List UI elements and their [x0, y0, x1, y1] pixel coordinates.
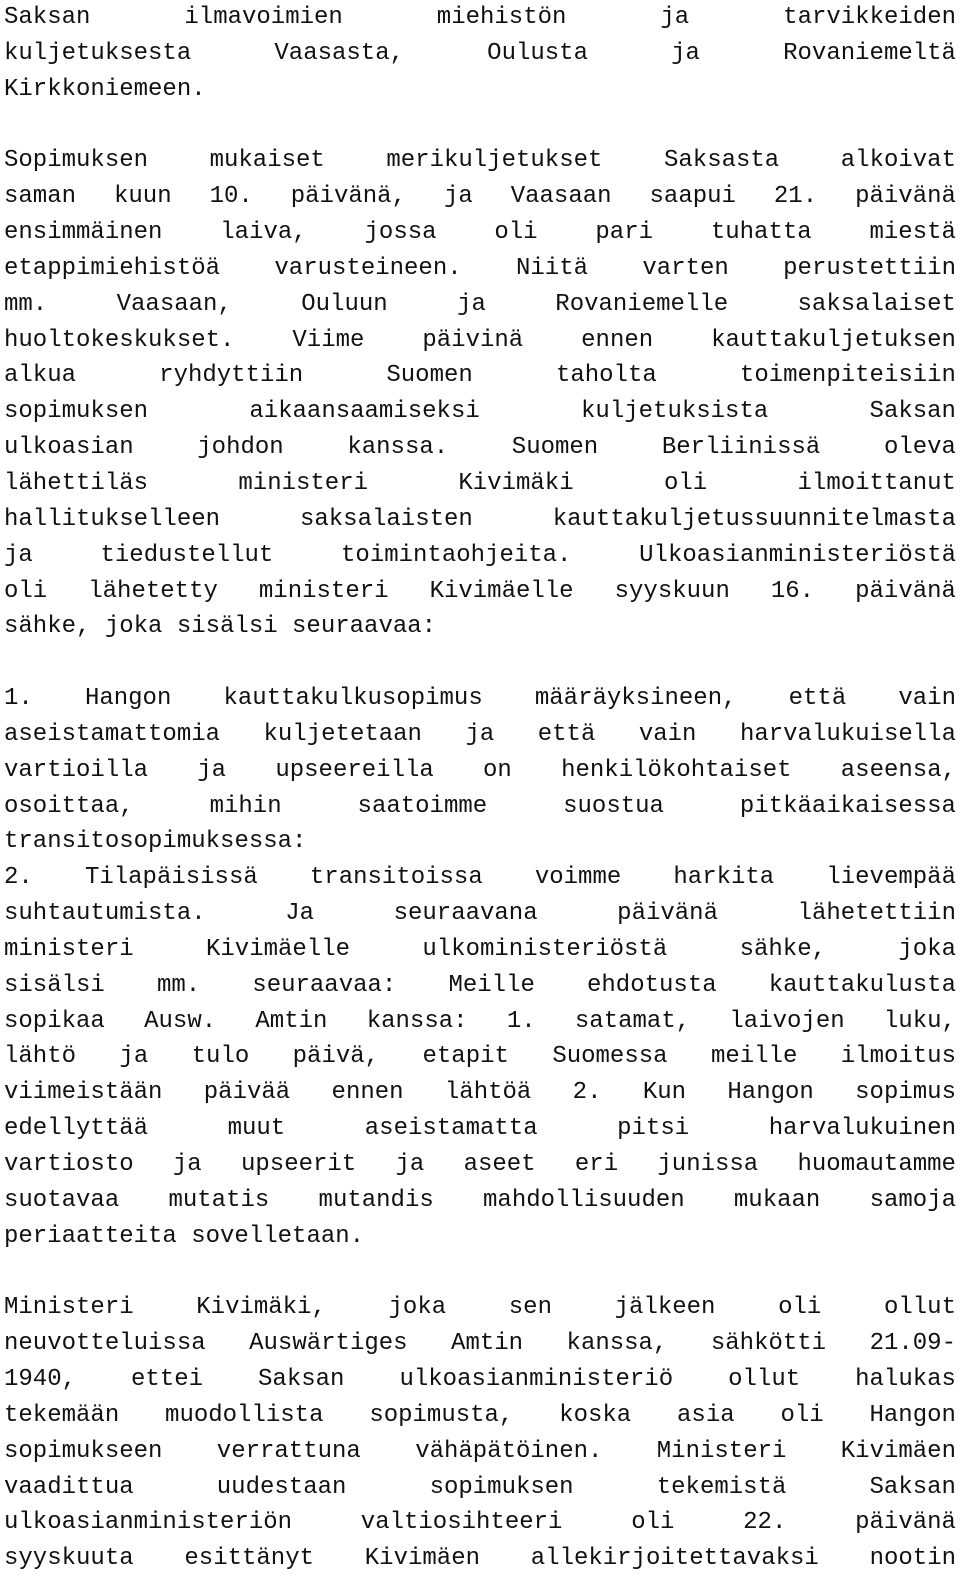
word: sisälsi — [176, 613, 278, 641]
word: suhtautumista. — [4, 900, 206, 928]
word: aseistamattomia — [4, 720, 221, 748]
word: varusteineen. — [274, 254, 462, 282]
word: 21.09- — [869, 1330, 956, 1358]
word: mutatis — [168, 1186, 270, 1214]
word: aikaansaamiseksi — [249, 398, 480, 426]
word: Rovaniemelle — [555, 290, 729, 318]
word: miestä — [869, 219, 956, 247]
word: ja — [119, 1043, 149, 1071]
text-line — [4, 1147, 956, 1183]
word: luku, — [883, 1007, 956, 1035]
word: pitkäaikaisessa — [739, 792, 956, 820]
word: kanssa: — [366, 1007, 468, 1035]
word: lähetetty — [88, 577, 218, 605]
document-page — [4, 0, 956, 1577]
word: ja — [671, 39, 700, 67]
word: Kun — [642, 1079, 687, 1107]
word: satamat, — [574, 1007, 691, 1035]
word: ennen — [331, 1079, 404, 1107]
text-line — [4, 538, 956, 574]
text-line — [4, 932, 956, 968]
word: saatoimme — [357, 792, 488, 820]
word: miehistön — [436, 4, 567, 31]
word: päivänä — [855, 1509, 956, 1537]
word: lievempää — [826, 864, 956, 892]
word: muodollista — [165, 1401, 324, 1429]
word: allekirjoitettavaksi — [530, 1545, 819, 1573]
text-line — [4, 1039, 956, 1075]
word: päivää — [203, 1079, 291, 1107]
word: Oulusta — [487, 39, 588, 67]
word: sisälsi — [4, 971, 105, 999]
text-line — [4, 394, 956, 430]
word: pari — [595, 219, 654, 247]
word: ja — [395, 1151, 425, 1178]
word: sopimuksen — [429, 1473, 574, 1501]
word: mm. — [156, 971, 201, 999]
word: Ulkoasianministeriöstä — [639, 541, 956, 569]
word: kauttakuljetussuunnitelmasta — [552, 505, 956, 533]
word: halukas — [855, 1366, 956, 1394]
word: ensimmäinen — [4, 219, 163, 247]
word: voimme — [534, 864, 622, 892]
text-line — [4, 358, 956, 394]
word: Saksasta — [663, 147, 780, 175]
text-line — [4, 466, 956, 502]
text-line — [4, 287, 956, 323]
word: mm. — [4, 290, 48, 318]
word: joka — [388, 1294, 447, 1322]
word: Amtin — [451, 1330, 524, 1358]
word: sopimuksen — [4, 398, 149, 426]
word: Vaasasta, — [274, 39, 405, 67]
word: saksalaisten — [299, 505, 473, 533]
word: sopimusta, — [369, 1401, 514, 1429]
word: ministeri — [238, 469, 369, 497]
word: mahdollisuuden — [483, 1186, 685, 1214]
text-line — [4, 143, 956, 179]
word: oleva — [883, 434, 956, 462]
word: oli — [780, 1401, 824, 1429]
word: Auswärtiges — [249, 1330, 408, 1358]
word: vain — [898, 685, 956, 713]
word: transitoissa — [309, 864, 483, 892]
word: muut — [227, 1115, 286, 1143]
text-line — [4, 1183, 956, 1219]
word: ja — [197, 756, 227, 784]
word: päivänä — [617, 900, 718, 928]
word: 1940, — [4, 1366, 77, 1394]
text-line — [4, 753, 956, 789]
word: ja — [660, 4, 690, 31]
word: ja — [4, 541, 33, 569]
text-line — [4, 430, 956, 466]
word: laiva, — [220, 219, 307, 247]
word: mihin — [209, 792, 282, 820]
word: tiedustellut — [100, 541, 274, 569]
word: johdon — [197, 434, 284, 462]
word: 1. — [4, 685, 33, 713]
word: kanssa, — [566, 1330, 668, 1358]
word: päivänä — [855, 577, 956, 605]
word: seuraavaa: — [252, 971, 397, 999]
word: saman — [4, 183, 77, 211]
word: ettei — [131, 1366, 204, 1394]
word: 1. — [506, 1007, 536, 1035]
word: sopimukseen — [4, 1437, 163, 1465]
word: ollut — [883, 1294, 956, 1322]
paragraph-4 — [4, 1290, 956, 1577]
text-line — [4, 36, 956, 72]
word: viimeistään — [4, 1079, 163, 1107]
word: taholta — [555, 362, 657, 390]
word: tarvikkeiden — [783, 4, 956, 31]
word: että — [788, 685, 847, 713]
word: kanssa. — [347, 434, 449, 462]
word: nootin — [869, 1545, 956, 1573]
word: ulkoasianministeriö — [399, 1366, 674, 1394]
word: Ministeri — [656, 1437, 787, 1465]
word: vähäpätöinen. — [415, 1437, 603, 1465]
word: Kivimäen — [840, 1437, 956, 1465]
word: Hangon — [727, 1079, 814, 1107]
word: Rovaniemeltä — [783, 39, 956, 67]
word: koska — [559, 1401, 632, 1429]
word: kauttakulkusopimus — [223, 685, 483, 713]
text-line — [4, 72, 956, 108]
word: syyskuuta — [4, 1545, 134, 1573]
text-line — [4, 1362, 956, 1398]
word: ulkoasianministeriön — [4, 1509, 293, 1537]
word: valtiosihteeri — [360, 1509, 563, 1537]
word: saapui — [649, 183, 736, 211]
word: aseet — [463, 1151, 536, 1178]
word: kauttakuljetuksen — [711, 326, 956, 354]
word: huomautamme — [797, 1151, 956, 1178]
word: saksalaiset — [797, 290, 956, 318]
word: ja — [443, 183, 473, 211]
word: on — [483, 756, 512, 784]
word: 16. — [770, 577, 815, 605]
word: Saksan — [258, 1366, 345, 1394]
word: Kivimäelle — [429, 577, 574, 605]
word: joka — [104, 613, 163, 641]
word: laivojen — [729, 1007, 845, 1035]
word: hallitukselleen — [4, 505, 221, 533]
word: Saksan — [4, 4, 91, 31]
word: jälkeen — [614, 1294, 716, 1322]
word: päivänä — [855, 183, 956, 211]
word: Kirkkoniemeen. — [4, 75, 206, 103]
text-line — [4, 824, 956, 860]
word: tuhatta — [710, 219, 812, 247]
word: vartioilla — [4, 756, 149, 784]
text-line — [4, 215, 956, 251]
text-line — [4, 681, 956, 717]
text-line — [4, 1505, 956, 1541]
word: harvalukuisella — [739, 720, 956, 748]
word: aseistamatta — [364, 1115, 538, 1143]
word: sen — [508, 1294, 552, 1322]
word: Kivimäki — [458, 469, 574, 497]
word: Suomessa — [552, 1043, 668, 1071]
word: määräyksineen, — [534, 685, 737, 713]
word: oli — [663, 469, 708, 497]
word: periaatteita — [4, 1222, 177, 1250]
word: eri — [574, 1151, 619, 1178]
word: etappimiehistöä — [4, 254, 221, 282]
word: suostua — [563, 792, 664, 820]
word: asia — [677, 1401, 735, 1429]
word: Vaasaan — [510, 183, 612, 211]
word: vain — [638, 720, 697, 748]
word: Berliinissä — [661, 434, 821, 462]
word: Suomen — [386, 362, 473, 390]
word: sähke, — [739, 935, 826, 963]
word: kuun — [113, 183, 172, 211]
word: ja — [457, 290, 486, 318]
word: tulo — [191, 1043, 250, 1071]
word: toimenpiteisiin — [739, 362, 956, 390]
word: ulkoasian — [4, 434, 134, 462]
word: verrattuna — [216, 1437, 361, 1465]
word: sähkötti — [710, 1330, 827, 1358]
word: Ministeri — [4, 1294, 134, 1322]
text-line — [4, 1075, 956, 1111]
word: kuljetuksista — [581, 398, 769, 426]
word: kauttakulusta — [768, 971, 956, 999]
text-line — [4, 1541, 956, 1577]
word: päivinä — [422, 326, 524, 354]
word: oli — [778, 1294, 822, 1322]
word: huoltokeskukset. — [4, 326, 235, 354]
word: Saksan — [869, 398, 956, 426]
word: mutandis — [318, 1186, 434, 1214]
word: ryhdyttiin — [159, 362, 304, 390]
word: 22. — [743, 1509, 787, 1537]
text-line — [4, 1111, 956, 1147]
word: perustettiin — [783, 254, 956, 282]
text-line — [4, 717, 956, 753]
paragraph-3 — [4, 681, 956, 1255]
text-line — [4, 1004, 956, 1040]
word: Sopimuksen — [4, 147, 149, 175]
word: mukaan — [733, 1186, 821, 1214]
word: uudestaan — [216, 1473, 347, 1501]
text-line — [4, 1290, 956, 1326]
word: alkua — [4, 362, 77, 390]
word: seuraavaa: — [292, 613, 437, 641]
word: seuraavana — [393, 900, 538, 928]
word: alkoivat — [840, 147, 956, 175]
word: ilmoittanut — [797, 469, 956, 497]
word: etapit — [422, 1043, 509, 1071]
text-line — [4, 323, 956, 359]
word: Kivimäen — [364, 1545, 480, 1573]
word: toimintaohjeita. — [341, 541, 572, 569]
text-line — [4, 896, 956, 932]
text-line — [4, 789, 956, 825]
word: junissa — [657, 1151, 759, 1178]
word: Saksan — [869, 1473, 956, 1501]
word: Ausw. — [144, 1007, 217, 1035]
word: 10. — [209, 183, 253, 211]
word: Kivimäki, — [196, 1294, 326, 1322]
word: Suomen — [511, 434, 599, 462]
word: tekemään — [4, 1401, 120, 1429]
word: mukaiset — [209, 147, 325, 175]
word: ennen — [581, 326, 654, 354]
word: Meille — [448, 971, 535, 999]
word: ollut — [728, 1366, 801, 1394]
word: Kivimäelle — [205, 935, 351, 963]
word: oli — [494, 219, 538, 247]
word: samoja — [869, 1186, 956, 1214]
word: osoittaa, — [4, 792, 134, 820]
word: pitsi — [617, 1115, 690, 1143]
word: Niitä — [516, 254, 589, 282]
word: päivänä, — [290, 183, 406, 211]
word: Vaasaan, — [116, 290, 232, 318]
text-line — [4, 574, 956, 610]
word: syyskuun — [614, 577, 730, 605]
word: lähtöä — [444, 1079, 532, 1107]
word: Tilapäisissä — [84, 864, 258, 892]
word: Ja — [285, 900, 315, 928]
word: merikuljetukset — [386, 147, 603, 175]
word: oli — [631, 1509, 675, 1537]
word: 2. — [4, 864, 33, 892]
word: upseereilla — [275, 756, 434, 784]
word: Hangon — [84, 685, 172, 713]
word: Amtin — [255, 1007, 328, 1035]
word: lähettiläs — [4, 469, 149, 497]
text-line — [4, 1398, 956, 1434]
word: meille — [710, 1043, 798, 1071]
text-line — [4, 1470, 956, 1506]
word: ja — [465, 720, 495, 748]
text-line — [4, 968, 956, 1004]
word: Hangon — [869, 1401, 956, 1429]
word: sopimus — [855, 1079, 956, 1107]
word: tekemistä — [656, 1473, 787, 1501]
paragraph-2 — [4, 143, 956, 645]
word: oli — [4, 577, 48, 605]
text-line — [4, 0, 956, 36]
word: jossa — [364, 219, 437, 247]
word: sovelletaan. — [191, 1222, 365, 1250]
word: ministeri — [4, 935, 134, 963]
word: sähke, — [4, 613, 91, 641]
word: lähtö — [4, 1043, 77, 1071]
text-line — [4, 179, 956, 215]
word: henkilökohtaiset — [561, 756, 792, 784]
word: vartiosto — [4, 1151, 134, 1178]
word: ilmavoimien — [184, 4, 343, 31]
paragraph-1 — [4, 0, 956, 108]
word: Viime — [292, 326, 365, 354]
word: lähetettiin — [797, 900, 956, 928]
word: esittänyt — [184, 1545, 315, 1573]
word: suotavaa — [4, 1186, 120, 1214]
word: että — [537, 720, 596, 748]
word: aseensa, — [840, 756, 956, 784]
word: joka — [898, 935, 956, 963]
text-line — [4, 1434, 956, 1470]
word: transitosopimuksessa: — [4, 828, 307, 856]
word: kuljetetaan — [263, 720, 422, 748]
word: edellyttää — [4, 1115, 149, 1143]
text-line — [4, 860, 956, 896]
text-line — [4, 251, 956, 287]
word: sopikaa — [4, 1007, 105, 1035]
word: 2. — [572, 1079, 602, 1107]
word: päivä, — [292, 1043, 380, 1071]
word: varten — [642, 254, 729, 282]
word: ministeri — [258, 577, 389, 605]
word: vaadittua — [4, 1473, 134, 1501]
word: ja — [172, 1151, 202, 1178]
word: neuvotteluissa — [4, 1330, 206, 1358]
word: upseerit — [241, 1151, 357, 1178]
word: harkita — [673, 864, 775, 892]
word: ulkoministeriöstä — [422, 935, 668, 963]
text-line — [4, 609, 956, 645]
word: 21. — [773, 183, 818, 211]
text-line — [4, 502, 956, 538]
text-line — [4, 1326, 956, 1362]
word: ilmoitus — [840, 1043, 956, 1071]
word: harvalukuinen — [768, 1115, 956, 1143]
text-line — [4, 1219, 956, 1255]
word: Ouluun — [301, 290, 388, 318]
word: ehdotusta — [587, 971, 717, 999]
word: kuljetuksesta — [4, 39, 192, 67]
